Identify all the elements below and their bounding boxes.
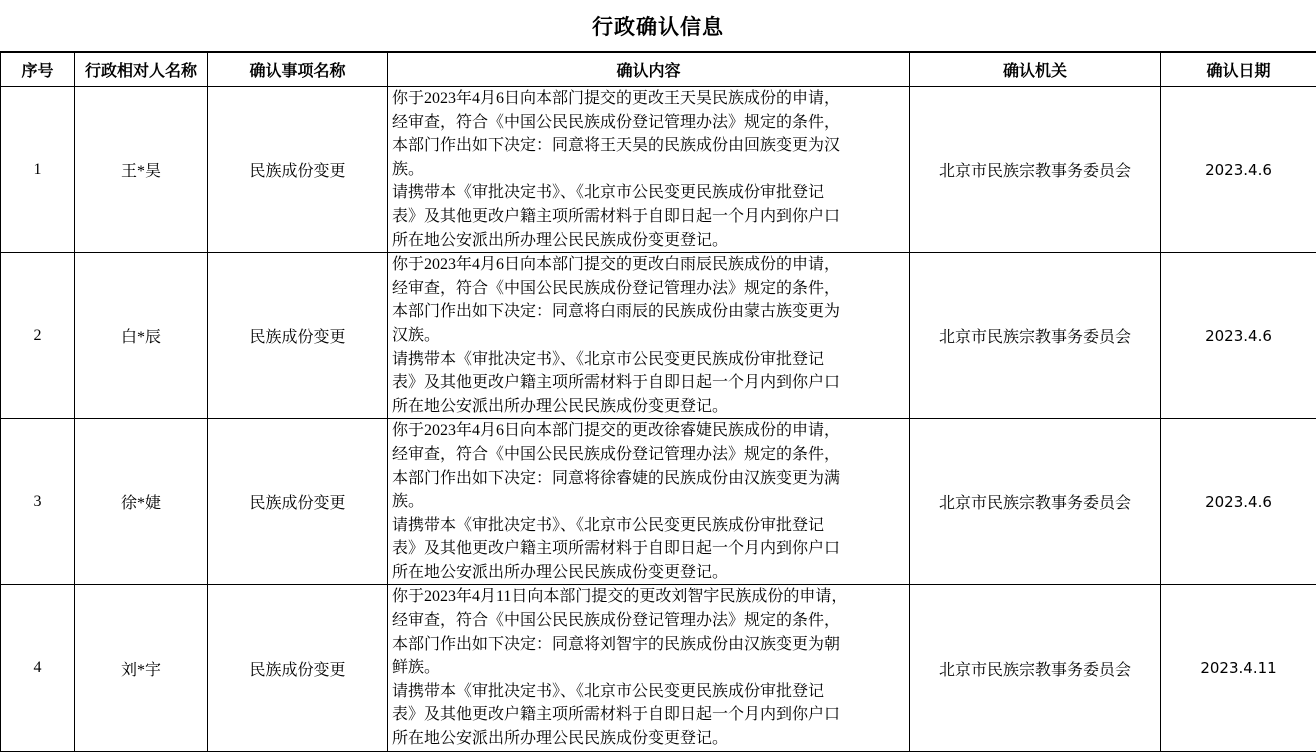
content-line: 经审查，符合《中国公民民族成份登记管理办法》规定的条件，: [392, 113, 841, 131]
cell-person[interactable]: 徐*婕: [75, 419, 208, 585]
content-line: 族。: [392, 493, 425, 511]
cell-item[interactable]: 民族成份变更: [208, 585, 388, 751]
header-authority[interactable]: 确认机关: [910, 53, 1161, 87]
cell-seq[interactable]: 2: [1, 253, 75, 419]
cell-content[interactable]: [388, 419, 910, 585]
cell-content[interactable]: [388, 253, 910, 419]
cell-person[interactable]: 白*辰: [75, 253, 208, 419]
table-row: [1, 87, 1316, 253]
cell-authority[interactable]: 北京市民族宗教事务委员会: [910, 87, 1161, 253]
content-line: 所在地公安派出所办理公民民族成份变更登记。: [392, 563, 729, 581]
content-line: 表》及其他更改户籍主项所需材料于自即日起一个月内到你户口: [392, 207, 841, 225]
header-row: [1, 53, 1316, 87]
content-line: 族。: [392, 160, 425, 178]
content-line: 所在地公安派出所办理公民民族成份变更登记。: [392, 397, 729, 415]
page-title: 行政确认信息: [0, 0, 1316, 52]
cell-date[interactable]: 2023.4.11: [1161, 585, 1316, 751]
cell-person[interactable]: 刘*宇: [75, 585, 208, 751]
content-line: 汉族。: [392, 326, 441, 344]
content-line: 经审查，符合《中国公民民族成份登记管理办法》规定的条件，: [392, 445, 841, 463]
content-line: 请携带本《审批决定书》、《北京市公民变更民族成份审批登记: [392, 516, 825, 534]
header-date[interactable]: 确认日期: [1161, 53, 1316, 87]
cell-date[interactable]: 2023.4.6: [1161, 419, 1316, 585]
cell-date[interactable]: 2023.4.6: [1161, 253, 1316, 419]
content-line: 请携带本《审批决定书》、《北京市公民变更民族成份审批登记: [392, 184, 825, 202]
cell-seq[interactable]: 4: [1, 585, 75, 751]
content-line: 鲜族。: [392, 659, 441, 677]
table-row: [1, 419, 1316, 585]
content-line: 所在地公安派出所办理公民民族成份变更登记。: [392, 730, 729, 748]
content-line: 本部门作出如下决定：同意将王天昊的民族成份由回族变更为汉: [392, 137, 841, 155]
content-line: 表》及其他更改户籍主项所需材料于自即日起一个月内到你户口: [392, 540, 841, 558]
content-line: 经审查，符合《中国公民民族成份登记管理办法》规定的条件，: [392, 612, 841, 630]
content-line: 本部门作出如下决定：同意将徐睿婕的民族成份由汉族变更为满: [392, 469, 841, 487]
header-item[interactable]: 确认事项名称: [208, 53, 388, 87]
cell-person[interactable]: 王*昊: [75, 87, 208, 253]
table-row: [1, 585, 1316, 751]
content-line: 表》及其他更改户籍主项所需材料于自即日起一个月内到你户口: [392, 374, 841, 392]
content-line: 本部门作出如下决定：同意将白雨辰的民族成份由蒙古族变更为: [392, 303, 841, 321]
content-line: 所在地公安派出所办理公民民族成份变更登记。: [392, 231, 729, 249]
cell-item[interactable]: 民族成份变更: [208, 87, 388, 253]
content-line: 你于2023年4月6日向本部门提交的更改白雨辰民族成份的申请，: [392, 256, 841, 274]
cell-date[interactable]: 2023.4.6: [1161, 87, 1316, 253]
table-row: [1, 253, 1316, 419]
cell-item[interactable]: 民族成份变更: [208, 253, 388, 419]
cell-seq[interactable]: 3: [1, 419, 75, 585]
content-line: 你于2023年4月6日向本部门提交的更改王天昊民族成份的申请，: [392, 90, 841, 107]
content-line: 表》及其他更改户籍主项所需材料于自即日起一个月内到你户口: [392, 706, 841, 724]
content-line: 请携带本《审批决定书》、《北京市公民变更民族成份审批登记: [392, 350, 825, 368]
cell-authority[interactable]: 北京市民族宗教事务委员会: [910, 419, 1161, 585]
cell-content[interactable]: [388, 87, 910, 253]
confirmation-table: [0, 52, 1316, 752]
cell-seq[interactable]: 1: [1, 87, 75, 253]
cell-item[interactable]: 民族成份变更: [208, 419, 388, 585]
cell-content[interactable]: [388, 585, 910, 751]
content-line: 你于2023年4月6日向本部门提交的更改徐睿婕民族成份的申请，: [392, 422, 841, 440]
content-line: 经审查，符合《中国公民民族成份登记管理办法》规定的条件，: [392, 279, 841, 297]
cell-authority[interactable]: 北京市民族宗教事务委员会: [910, 253, 1161, 419]
content-line: 请携带本《审批决定书》、《北京市公民变更民族成份审批登记: [392, 682, 825, 700]
header-person[interactable]: 行政相对人名称: [75, 53, 208, 87]
header-content[interactable]: 确认内容: [388, 53, 910, 87]
content-line: 你于2023年4月11日向本部门提交的更改刘智宇民族成份的申请，: [392, 588, 848, 606]
cell-authority[interactable]: 北京市民族宗教事务委员会: [910, 585, 1161, 751]
header-seq[interactable]: 序号: [1, 53, 75, 87]
content-line: 本部门作出如下决定：同意将刘智宇的民族成份由汉族变更为朝: [392, 635, 841, 653]
